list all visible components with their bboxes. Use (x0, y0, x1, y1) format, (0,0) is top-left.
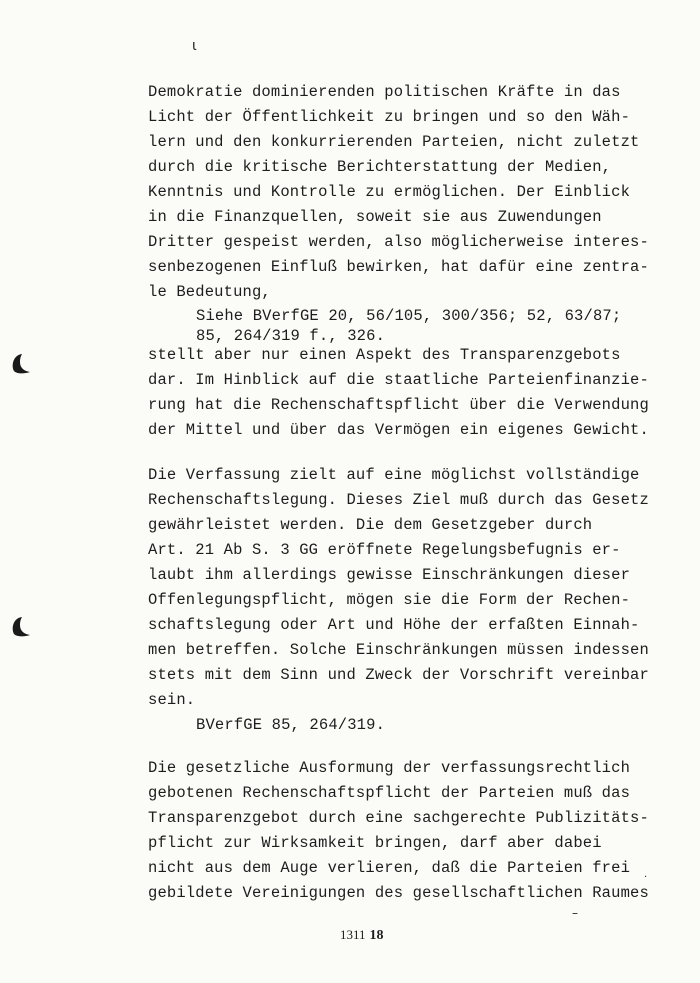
text-line: schaftslegung oder Art und Höhe der erfaßten Einnah- (148, 616, 640, 634)
top-mark: ɩ (192, 38, 197, 54)
punch-hole-bottom (8, 615, 32, 639)
text-line: Dritter gespeist werden, also möglicherweise interes- (148, 233, 649, 251)
text-line: Rechenschaftslegung. Dieses Ziel muß durch das Gesetz (148, 491, 649, 509)
sheet-number: 18 (369, 928, 384, 943)
text-line: gebildete Vereinigungen des gesellschaftlichen Raumes (148, 884, 649, 902)
text-line: Die gesetzliche Ausformung der verfassungsrechtlich (148, 759, 631, 777)
text-line: senbezogenen Einfluß bewirken, hat dafür eine zentra- (148, 258, 649, 276)
text-line: pflicht zur Wirksamkeit bringen, darf aber dabei (148, 834, 602, 852)
text-line: Licht der Öffentlichkeit zu bringen und so den Wäh- (148, 108, 631, 126)
text-line: nicht aus dem Auge verlieren, daß die Parteien frei (148, 859, 631, 877)
text-line: Demokratie dominierenden politischen Kräfte in das (148, 83, 621, 101)
text-line: dar. Im Hinblick auf die staatliche Parteienfinanzie- (148, 371, 649, 389)
text-line: Transparenzgebot durch eine sachgerechte Publizitäts- (148, 809, 649, 827)
dash-mark: – (572, 906, 578, 920)
punch-hole-top (8, 352, 32, 376)
text-line: le Bedeutung, (148, 283, 271, 301)
text-line: men betreffen. Solche Einschränkungen müssen indessen (148, 641, 649, 659)
citation-line: Siehe BVerfGE 20, 56/105, 300/356; 52, 63/87; (196, 307, 622, 325)
text-line: gewährleistet werden. Die dem Gesetzgeber durch (148, 516, 593, 534)
text-line: stets mit dem Sinn und Zweck der Vorschrift vereinbar (148, 666, 649, 684)
page-number: 1311 (340, 927, 366, 942)
stray-mark: · (644, 872, 648, 883)
text-line: Kenntnis und Kontrolle zu ermöglichen. Der Einblick (148, 183, 631, 201)
text-line: in die Finanzquellen, soweit sie aus Zuwendungen (148, 208, 602, 226)
text-line: Offenlegungspflicht, mögen sie die Form der Rechen- (148, 591, 631, 609)
page-footer (340, 927, 384, 944)
citation-line: BVerfGE 85, 264/319. (196, 716, 386, 734)
text-line: laubt ihm allerdings gewisse Einschränkungen dieser (148, 566, 631, 584)
citation-line: 85, 264/319 f., 326. (196, 327, 386, 345)
text-line: der Mittel und über das Vermögen ein eigenes Gewicht. (148, 421, 649, 439)
text-line: lern und den konkurrierenden Parteien, nicht zuletzt (148, 133, 640, 151)
text-line: Art. 21 Ab S. 3 GG eröffnete Regelungsbefugnis er- (148, 541, 621, 559)
text-line: Die Verfassung zielt auf eine möglichst vollständige (148, 466, 640, 484)
text-line: stellt aber nur einen Aspekt des Transparenzgebots (148, 346, 621, 364)
text-line: sein. (148, 691, 196, 709)
text-line: rung hat die Rechenschaftspflicht über die Verwendung (148, 396, 649, 414)
text-line: gebotenen Rechenschaftspflicht der Parteien muß das (148, 784, 631, 802)
text-line: durch die kritische Berichterstattung der Medien, (148, 158, 612, 176)
